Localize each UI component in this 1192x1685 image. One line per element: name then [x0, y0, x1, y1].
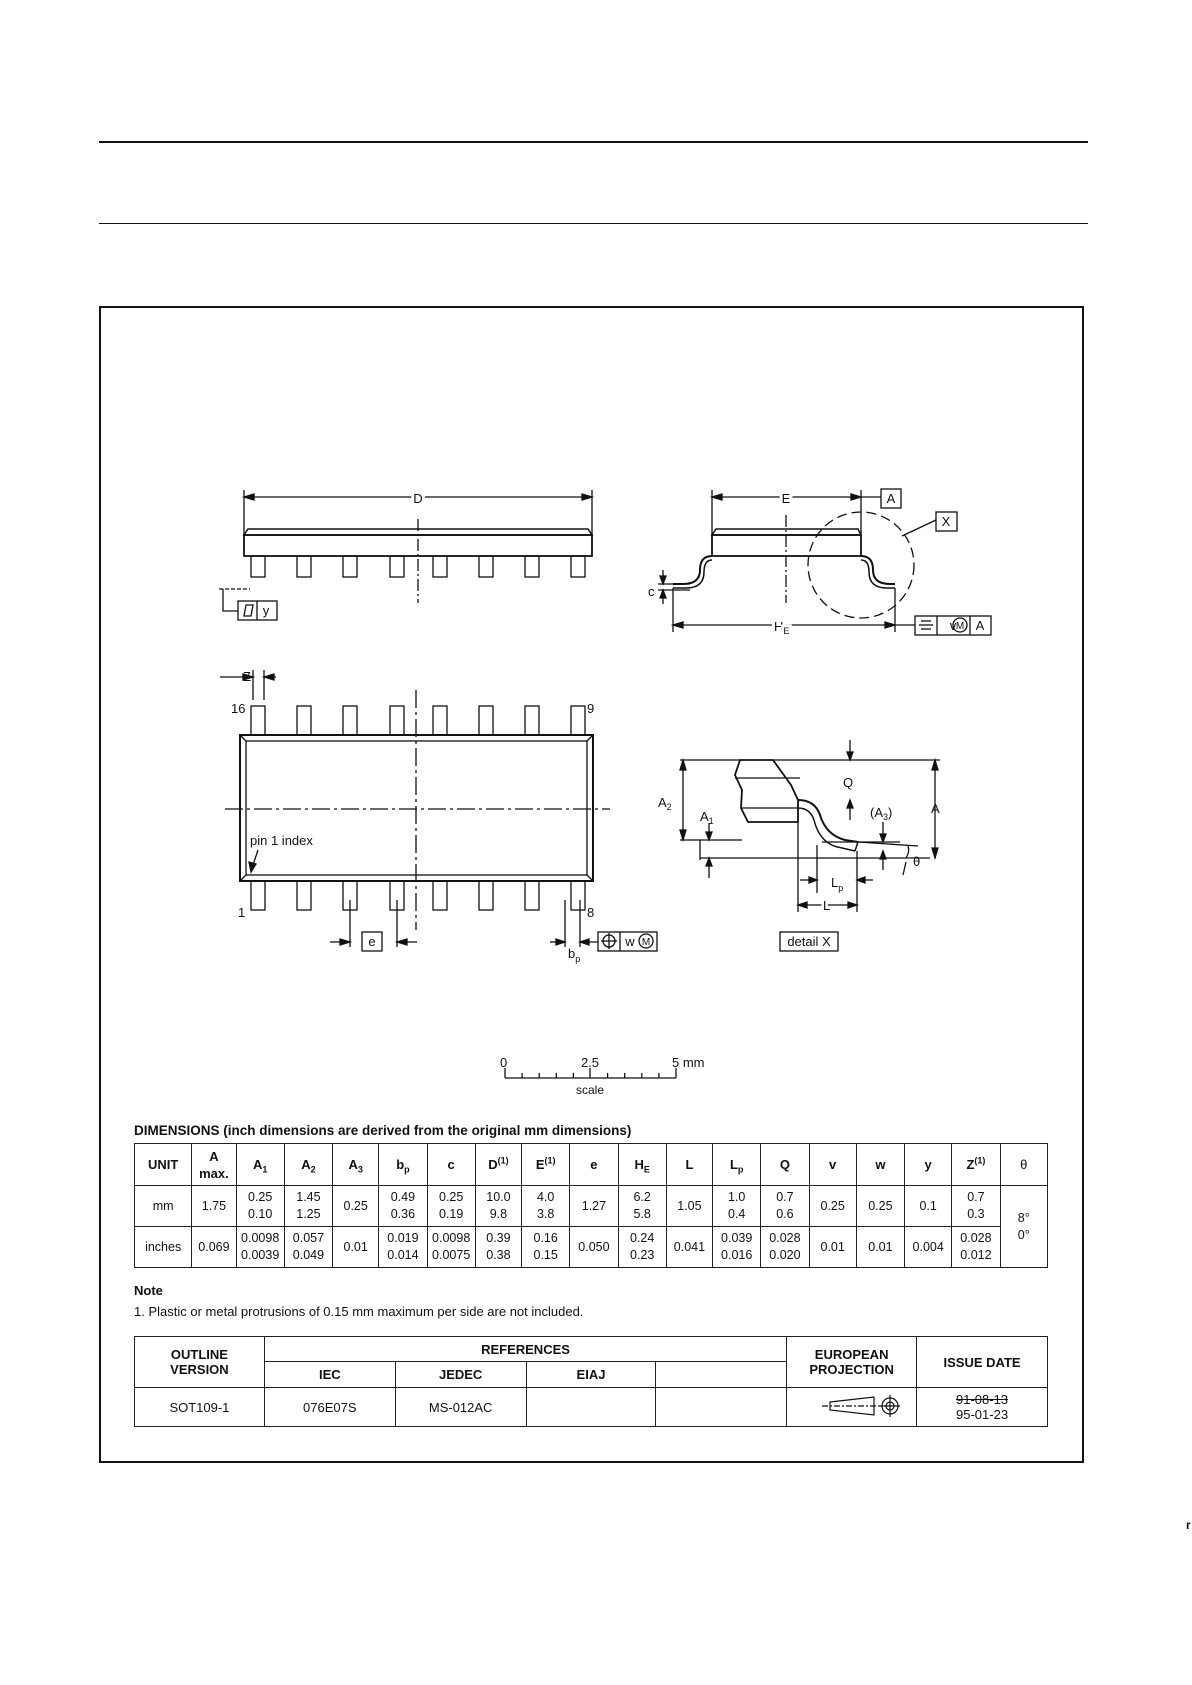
empty-reference-header — [656, 1362, 787, 1388]
issue-date-old: 91-08-13 — [956, 1392, 1009, 1407]
label-pin1-index: pin 1 index — [250, 833, 313, 848]
label-E: E — [781, 491, 791, 506]
header-E: $E^{(1)}$ — [522, 1144, 570, 1186]
header-e: e — [570, 1144, 618, 1186]
cell-e: 1.27 — [570, 1186, 618, 1227]
header-Lp: $L_p$ — [713, 1144, 761, 1186]
end-view — [658, 489, 991, 635]
header-w: w — [856, 1144, 904, 1186]
side-view-pin — [390, 556, 404, 577]
header-Z: $Z^{(1)}$ — [952, 1144, 1000, 1186]
cell-w: 0.01 — [856, 1227, 904, 1268]
scale-tick-2-5: 2.5 — [580, 1055, 600, 1070]
top-view-pin-lower — [433, 881, 447, 910]
label-tol-v: v — [949, 618, 957, 633]
iec-header: IEC — [264, 1362, 395, 1388]
cell-HE: 0.24 0.23 — [618, 1227, 666, 1268]
cell-Q: 0.7 0.6 — [761, 1186, 809, 1227]
cell-A: 1.75 — [192, 1186, 236, 1227]
label-datum-A: A — [886, 491, 896, 506]
side-view — [219, 490, 592, 620]
side-view-pin — [343, 556, 357, 577]
label-Lp: $L_p$ — [831, 875, 844, 893]
scale-label: scale — [575, 1083, 605, 1097]
eiaj-value — [526, 1388, 656, 1427]
header-c: c — [427, 1144, 475, 1186]
header-D: $D^{(1)}$ — [475, 1144, 521, 1186]
cell-E: 4.0 3.8 — [522, 1186, 570, 1227]
label-tol-M2: M — [641, 937, 651, 948]
dimensions-title: DIMENSIONS (inch dimensions are derived from the original mm dimensions) — [134, 1123, 632, 1138]
top-view-pin-upper — [297, 706, 311, 735]
cell-D: 0.39 0.38 — [475, 1227, 521, 1268]
jedec-value: MS-012AC — [395, 1388, 526, 1427]
top-view-pin-upper — [390, 706, 404, 735]
cell-E: 0.16 0.15 — [522, 1227, 570, 1268]
label-A-detail: A — [931, 801, 940, 816]
label-tol-A: A — [975, 618, 985, 633]
side-view-pin — [479, 556, 493, 577]
cell-L: 1.05 — [666, 1186, 712, 1227]
side-view-pin — [297, 556, 311, 577]
detail-x-view — [680, 740, 940, 951]
label-A2: $A_2$ — [658, 795, 672, 812]
label-Q: Q — [843, 775, 854, 790]
cell-Lp: 1.0 0.4 — [713, 1186, 761, 1227]
label-Z: Z — [243, 669, 251, 684]
issue-date-value — [917, 1388, 1048, 1427]
iec-value: 076E07S — [264, 1388, 395, 1427]
label-detail-X: X — [941, 514, 951, 529]
projection-icon — [802, 1391, 902, 1421]
scale-tick-5mm: 5 mm — [672, 1055, 705, 1070]
cell-L: 0.041 — [666, 1227, 712, 1268]
header-HE: $H_E$ — [618, 1144, 666, 1186]
header-v: v — [809, 1144, 856, 1186]
cell-Q: 0.028 0.020 — [761, 1227, 809, 1268]
dimensions-row-inches — [135, 1227, 1048, 1268]
cell-e: 0.050 — [570, 1227, 618, 1268]
label-y: y — [262, 603, 270, 618]
issue-date-header: ISSUE DATE — [917, 1337, 1048, 1388]
top-view-pin-upper — [571, 706, 585, 735]
label-tol-M: M — [955, 621, 965, 632]
header-A: A max. — [192, 1144, 236, 1186]
cell-Z: 0.028 0.012 — [952, 1227, 1000, 1268]
outline-version-header: OUTLINE VERSION — [135, 1337, 265, 1388]
cell-A1: 0.0098 0.0039 — [236, 1227, 284, 1268]
label-theta: θ — [913, 854, 921, 869]
header-unit: UNIT — [135, 1144, 192, 1186]
top-view-pin-upper — [251, 706, 265, 735]
references-header: REFERENCES — [264, 1337, 786, 1362]
header-A2: $A_2$ — [284, 1144, 332, 1186]
cell-Z: 0.7 0.3 — [952, 1186, 1000, 1227]
top-view-pin-upper — [343, 706, 357, 735]
label-A3: $(A_3)$ — [870, 805, 893, 822]
cell-A2: 0.057 0.049 — [284, 1227, 332, 1268]
cell-A3: 0.25 — [333, 1186, 379, 1227]
cell-D: 10.0 9.8 — [475, 1186, 521, 1227]
jedec-header: JEDEC — [395, 1362, 526, 1388]
cell-w: 0.25 — [856, 1186, 904, 1227]
cell-y: 0.004 — [905, 1227, 952, 1268]
label-pin-8: 8 — [587, 905, 595, 920]
header-A1: $A_1$ — [236, 1144, 284, 1186]
outline-version-value: SOT109-1 — [135, 1388, 265, 1427]
side-view-pin — [571, 556, 585, 577]
header-L: L — [666, 1144, 712, 1186]
top-view-pin-lower — [479, 881, 493, 910]
top-view-pin-upper — [479, 706, 493, 735]
header-y: y — [905, 1144, 952, 1186]
cell-y: 0.1 — [905, 1186, 952, 1227]
top-view-pin-upper — [525, 706, 539, 735]
label-A1: $A_1$ — [700, 809, 714, 826]
header-Q: Q — [761, 1144, 809, 1186]
cell-bp: 0.49 0.36 — [379, 1186, 427, 1227]
label-tol-w: w — [625, 934, 635, 949]
label-pin-16: 16 — [231, 701, 246, 716]
top-view-pin-upper — [433, 706, 447, 735]
cell-v: 0.01 — [809, 1227, 856, 1268]
label-pin-1: 1 — [238, 905, 246, 920]
top-view-pin-lower — [571, 881, 585, 910]
eiaj-header: EIAJ — [526, 1362, 656, 1388]
label-e: e — [368, 934, 376, 949]
cell-c: 0.25 0.19 — [427, 1186, 475, 1227]
cell-unit: inches — [135, 1227, 192, 1268]
cell-A1: 0.25 0.10 — [236, 1186, 284, 1227]
label-D: D — [413, 491, 423, 506]
note-text: 1. Plastic or metal protrusions of 0.15 mm maximum per side are not included. — [134, 1304, 584, 1319]
label-L: L — [823, 898, 831, 913]
top-view-pin-lower — [251, 881, 265, 910]
side-view-pin — [433, 556, 447, 577]
cell-A: 0.069 — [192, 1227, 236, 1268]
header-A3: $A_3$ — [333, 1144, 379, 1186]
cell-A3: 0.01 — [333, 1227, 379, 1268]
cell-A2: 1.45 1.25 — [284, 1186, 332, 1227]
european-projection-symbol — [787, 1388, 917, 1427]
label-c: c — [648, 584, 655, 599]
top-view-pin-lower — [297, 881, 311, 910]
european-projection-header: EUROPEAN PROJECTION — [787, 1337, 917, 1388]
note-title: Note — [134, 1283, 163, 1298]
header-bp: $b_p$ — [379, 1144, 427, 1186]
header-theta: θ — [1000, 1144, 1047, 1186]
dimensions-table — [134, 1143, 1048, 1268]
label-pin-9: 9 — [587, 701, 595, 716]
cell-theta: 8° 0° — [1000, 1186, 1047, 1268]
label-detail-x-box: detail X — [787, 934, 831, 949]
issue-date-new: 95-01-23 — [956, 1407, 1009, 1422]
empty-reference-value — [656, 1388, 787, 1427]
top-view-pin-lower — [525, 881, 539, 910]
dimensions-row-mm — [135, 1186, 1048, 1227]
label-bp: $b_p$ — [568, 946, 581, 964]
side-view-pin — [251, 556, 265, 577]
cell-HE: 6.2 5.8 — [618, 1186, 666, 1227]
label-HE: $H_E$ — [774, 619, 790, 636]
outline-references-table — [134, 1336, 1048, 1427]
side-view-pin — [525, 556, 539, 577]
dimensions-header-row — [135, 1144, 1048, 1186]
cell-v: 0.25 — [809, 1186, 856, 1227]
scale-tick-0: 0 — [500, 1055, 508, 1070]
cell-unit: mm — [135, 1186, 192, 1227]
cell-c: 0.0098 0.0075 — [427, 1227, 475, 1268]
cell-Lp: 0.039 0.016 — [713, 1227, 761, 1268]
cell-bp: 0.019 0.014 — [379, 1227, 427, 1268]
corner-mark: r — [1186, 1518, 1191, 1532]
